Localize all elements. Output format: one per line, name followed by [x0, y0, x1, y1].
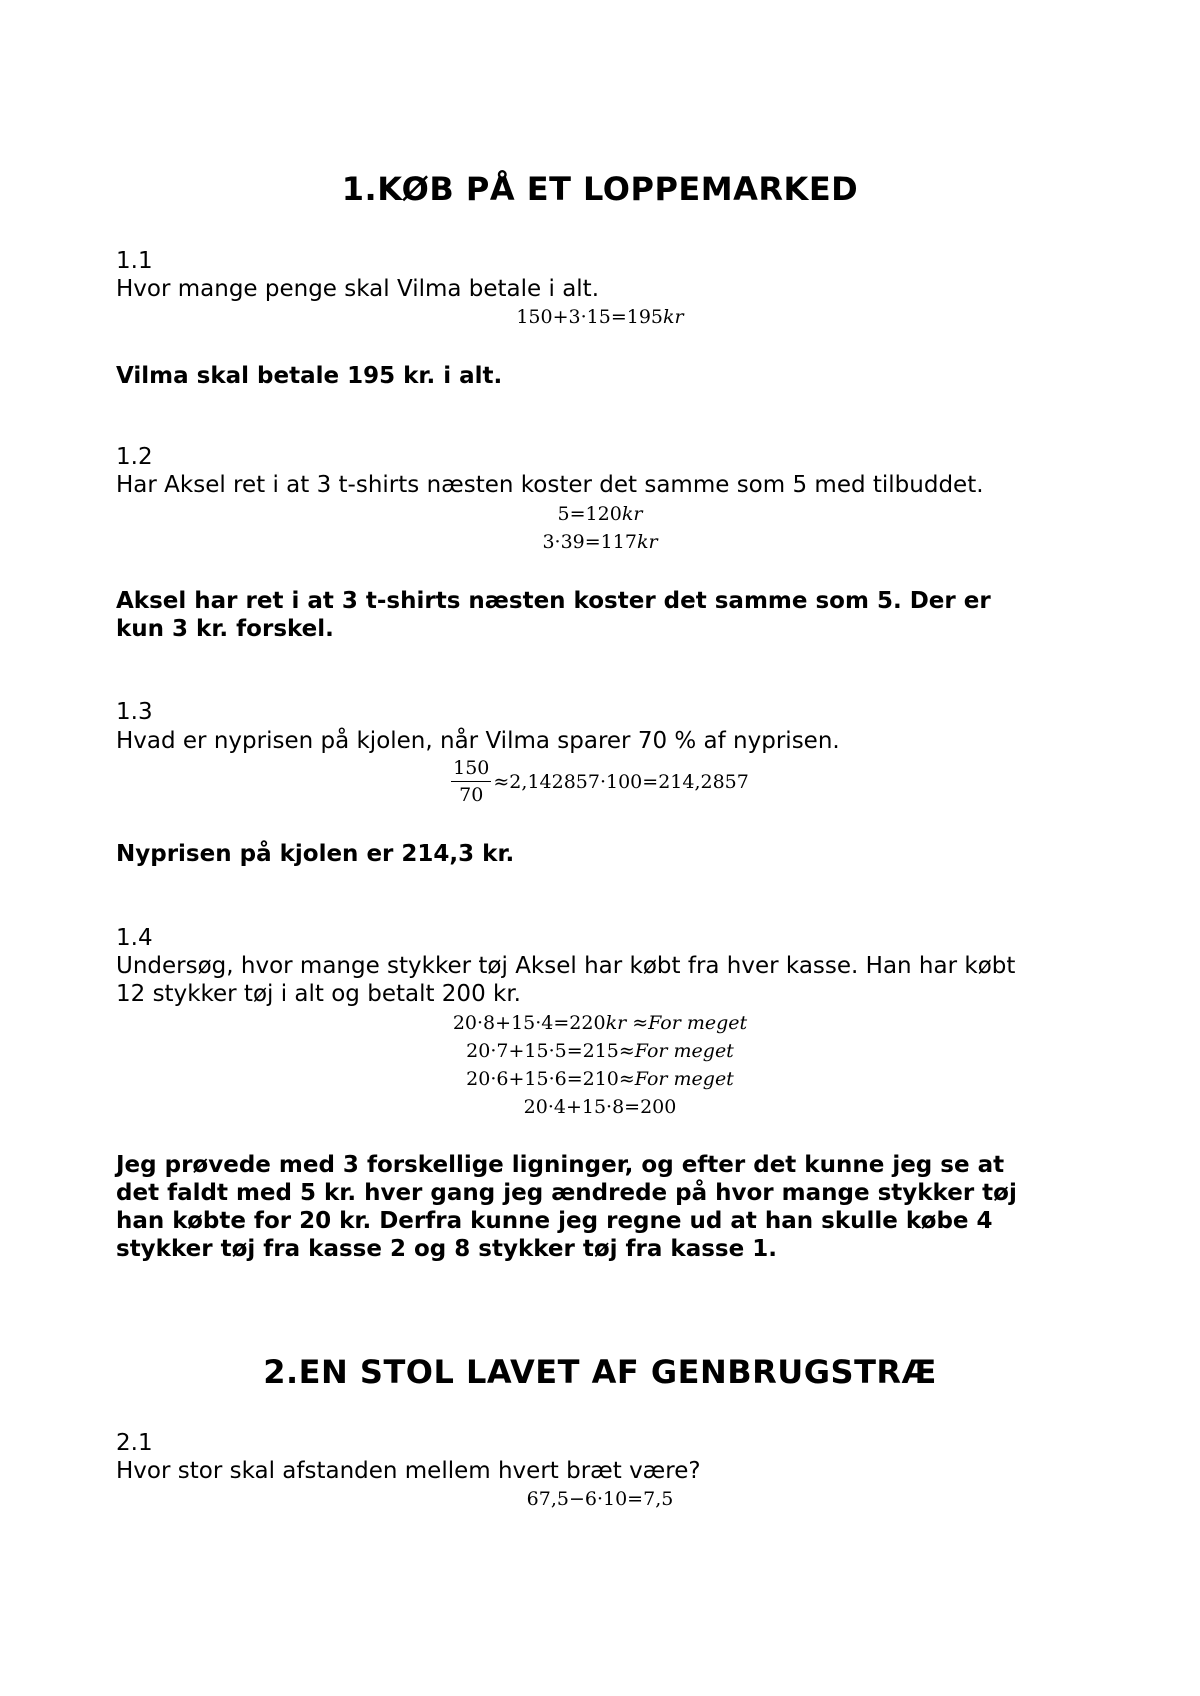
task-1-4-equation-1 — [0, 1009, 1200, 1037]
task-1-1-answer: Vilma skal betale 195 kr. i alt. — [116, 363, 503, 389]
note-text: ≈For meget — [632, 1012, 748, 1034]
task-1-2-answer-line-2: kun 3 kr. forskel. — [116, 616, 334, 642]
task-1-2-number: 1.2 — [116, 444, 153, 470]
equation-text: 20·8+15·4=220 — [452, 1012, 606, 1034]
task-1-1-number: 1.1 — [116, 248, 153, 274]
task-1-4-answer-line-3: han købte for 20 kr. Derfra kunne jeg regne ud at han skulle købe 4 — [116, 1208, 993, 1234]
task-1-2-answer-line-1: Aksel har ret i at 3 t-shirts næsten koster det samme som 5. Der er — [116, 588, 991, 614]
equation-text: 20·6+15·6=210 — [466, 1068, 619, 1090]
task-1-3-question: Hvad er nyprisen på kjolen, når Vilma sparer 70 % af nyprisen. — [116, 728, 840, 754]
equation-text: 3·39=117 — [542, 531, 637, 553]
fraction-denominator: 70 — [459, 784, 484, 806]
section-1-title: 1.KØB PÅ ET LOPPEMARKED — [341, 170, 859, 208]
equation-text: 5=120 — [557, 503, 622, 525]
task-1-1-question: Hvor mange penge skal Vilma betale i alt. — [116, 276, 600, 302]
task-1-4-question-line-1: Undersøg, hvor mange stykker tøj Aksel har købt fra hver kasse. Han har købt — [116, 953, 1016, 979]
task-1-1-equation — [0, 303, 1200, 331]
unit-text: kr — [605, 1012, 627, 1034]
unit-text: kr — [621, 503, 643, 525]
task-2-1-question: Hvor stor skal afstanden mellem hvert bræt være? — [116, 1458, 701, 1484]
task-1-2-equation-1 — [0, 500, 1200, 528]
equation-text: 20·4+15·8=200 — [523, 1096, 677, 1118]
task-1-3-number: 1.3 — [116, 699, 153, 725]
task-1-4-equation-3 — [0, 1065, 1200, 1093]
task-1-4-question-line-2: 12 stykker tøj i alt og betalt 200 kr. — [116, 981, 521, 1007]
task-1-4-equation-4 — [0, 1093, 1200, 1121]
task-1-4-answer-line-4: stykker tøj fra kasse 2 og 8 stykker tøj fra kasse 1. — [116, 1236, 777, 1262]
equation-text: ≈2,142857·100=214,2857 — [493, 770, 749, 793]
note-text: ≈For meget — [618, 1040, 734, 1062]
unit-text: kr — [636, 531, 658, 553]
fraction — [451, 757, 491, 806]
task-2-1-equation: 67,5−6·10=7,5 — [526, 1488, 674, 1510]
task-1-3-equation — [0, 757, 1200, 806]
unit-text: kr — [663, 306, 684, 328]
task-1-2-equation-2 — [0, 528, 1200, 556]
note-text: ≈For meget — [618, 1068, 734, 1090]
fraction-numerator: 150 — [451, 757, 491, 782]
task-1-4-answer-line-1: Jeg prøvede med 3 forskellige ligninger, og efter det kunne jeg se at — [116, 1152, 1005, 1178]
equation-text: 20·7+15·5=215 — [466, 1040, 619, 1062]
task-1-4-equation-2 — [0, 1037, 1200, 1065]
task-1-4-answer-line-2: det faldt med 5 kr. hver gang jeg ændrede på hvor mange stykker tøj — [116, 1180, 1017, 1206]
task-1-2-question: Har Aksel ret i at 3 t-shirts næsten koster det samme som 5 med tilbuddet. — [116, 472, 984, 498]
task-1-4-number: 1.4 — [116, 925, 153, 951]
equation-text: 150+3·15=195 — [516, 306, 664, 328]
task-1-3-answer: Nyprisen på kjolen er 214,3 kr. — [116, 841, 515, 867]
task-2-1-number: 2.1 — [116, 1430, 153, 1456]
section-2-title: 2.EN STOL LAVET AF GENBRUGSTRÆ — [263, 1353, 937, 1391]
